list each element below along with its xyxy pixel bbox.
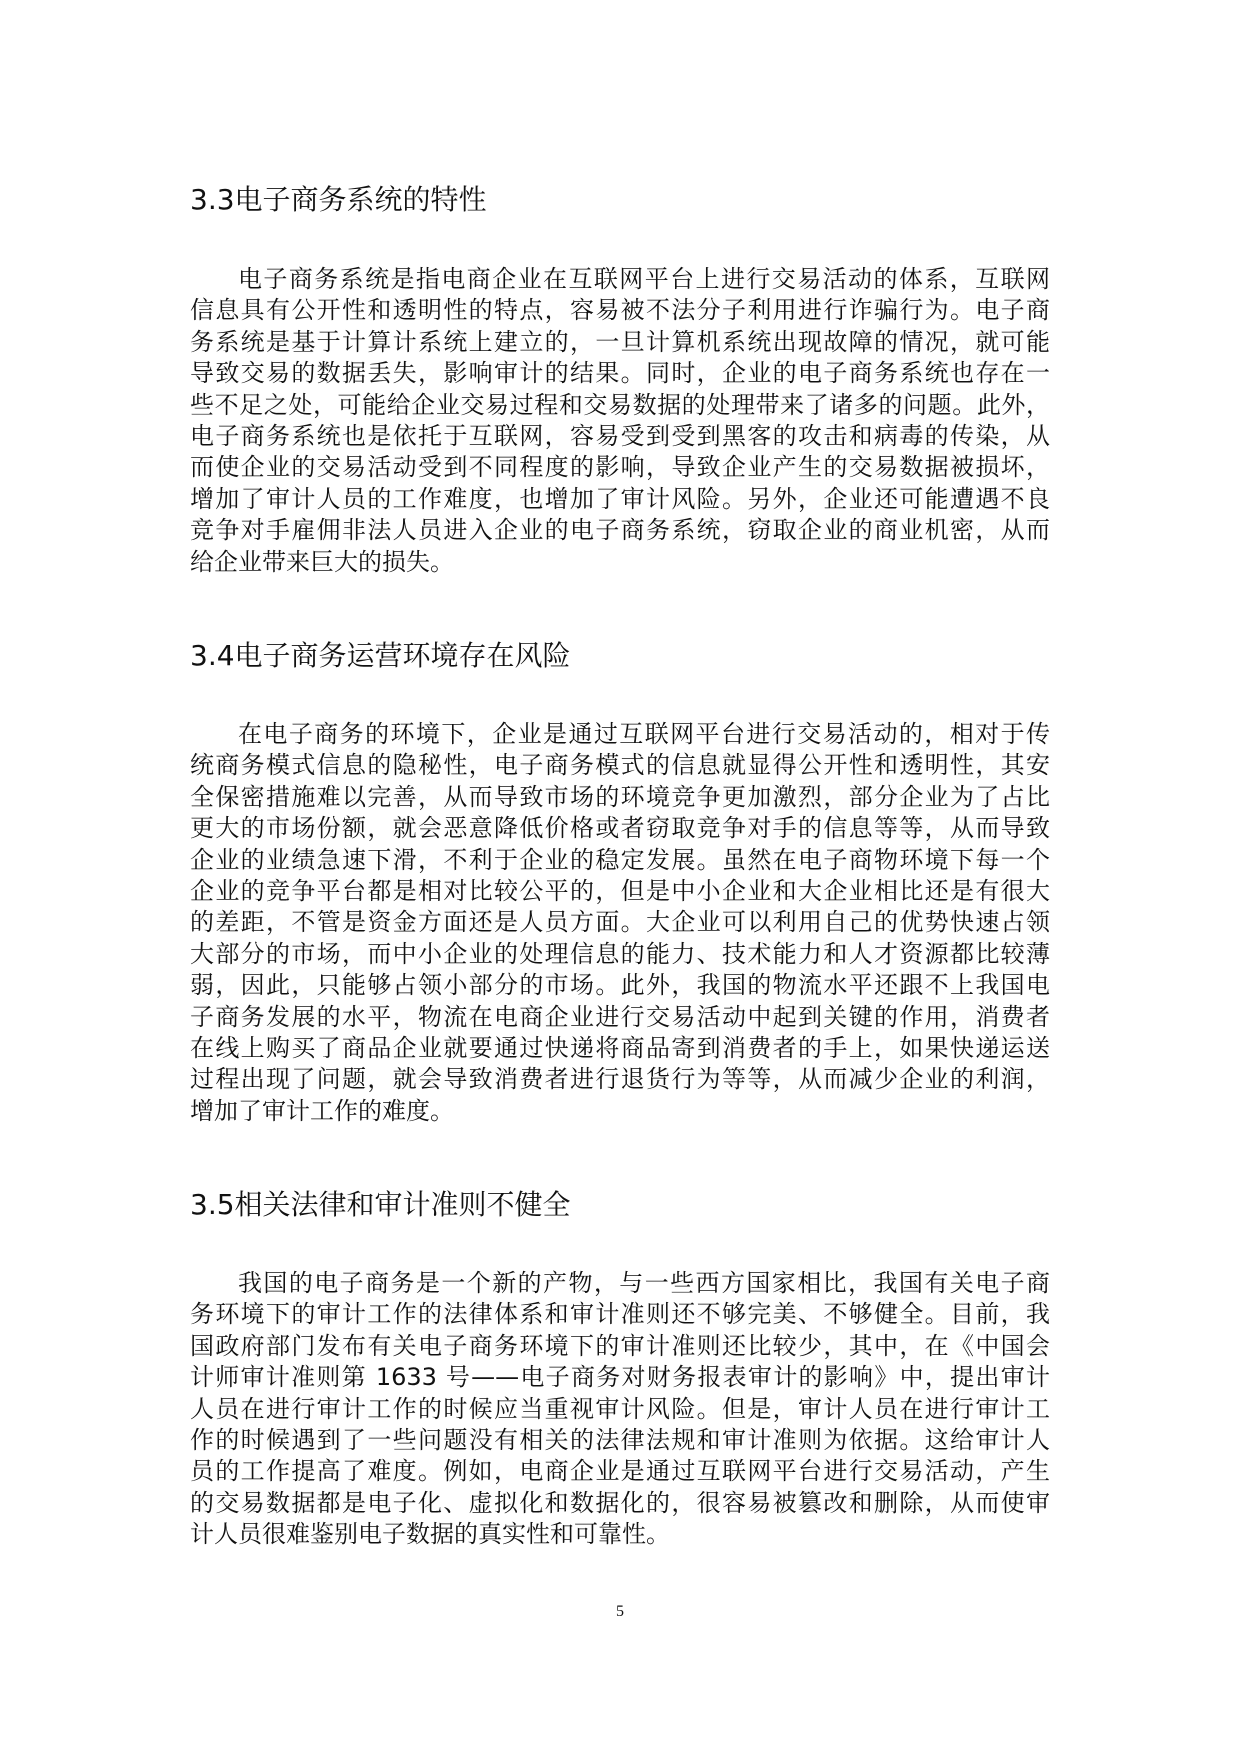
- section-heading-3-5: 3.5相关法律和审计准则不健全: [190, 1188, 571, 1221]
- paragraph-line: 务系统是基于计算计系统上建立的，一旦计算机系统出现故障的情况，就可能: [190, 327, 1050, 356]
- paragraph-line: 全保密措施难以完善，从而导致市场的环境竞争更加激烈，部分企业为了占比: [190, 782, 1050, 811]
- paragraph-line: 电子商务系统也是依托于互联网，容易受到受到黑客的攻击和病毒的传染，从: [190, 422, 1050, 451]
- paragraph-line: 竞争对手雇佣非法人员进入企业的电子商务系统，窃取企业的商业机密，从而: [190, 516, 1050, 545]
- paragraph-line: 在线上购买了商品企业就要通过快递将商品寄到消费者的手上，如果快递运送: [190, 1034, 1050, 1063]
- paragraph-line: 信息具有公开性和透明性的特点，容易被不法分子利用进行诈骗行为。电子商: [190, 296, 1050, 325]
- paragraph-line: 电子商务系统是指电商企业在互联网平台上进行交易活动的体系，互联网: [238, 265, 1050, 293]
- paragraph-line: 务环境下的审计工作的法律体系和审计准则还不够完美、不够健全。目前，我: [190, 1300, 1050, 1329]
- paragraph-line: 计师审计准则第 1633 号——电子商务对财务报表审计的影响》中，提出审计: [190, 1363, 1050, 1392]
- paragraph-line: 在电子商务的环境下，企业是通过互联网平台进行交易活动的，相对于传: [238, 720, 1050, 748]
- paragraph-line: 过程出现了问题，就会导致消费者进行退货行为等等，从而减少企业的利润，: [190, 1065, 1050, 1094]
- paragraph-line: 人员在进行审计工作的时候应当重视审计风险。但是，审计人员在进行审计工: [190, 1394, 1050, 1423]
- paragraph-line: 增加了审计人员的工作难度，也增加了审计风险。另外，企业还可能遭遇不良: [190, 484, 1050, 513]
- page-number: 5: [616, 1603, 624, 1620]
- paragraph-line: 统商务模式信息的隐秘性，电子商务模式的信息就显得公开性和透明性，其安: [190, 751, 1050, 780]
- section-3-5-paragraph: [190, 1268, 1050, 1551]
- paragraph-line: 作的时候遇到了一些问题没有相关的法律法规和审计准则为依据。这给审计人: [190, 1426, 1050, 1455]
- paragraph-line: 我国的电子商务是一个新的产物，与一些西方国家相比，我国有关电子商: [238, 1269, 1050, 1297]
- paragraph-line: 企业的竞争平台都是相对比较公平的，但是中小企业和大企业相比还是有很大: [190, 877, 1050, 906]
- paragraph-line: 国政府部门发布有关电子商务环境下的审计准则还比较少，其中，在《中国会: [190, 1331, 1050, 1360]
- paragraph-line: 大部分的市场，而中小企业的处理信息的能力、技术能力和人才资源都比较薄: [190, 939, 1050, 968]
- section-heading-3-4: 3.4电子商务运营环境存在风险: [190, 639, 571, 672]
- paragraph-line: 的交易数据都是电子化、虚拟化和数据化的，很容易被篡改和删除，从而使审: [190, 1488, 1050, 1517]
- paragraph-line: 子商务发展的水平，物流在电商企业进行交易活动中起到关键的作用，消费者: [190, 1002, 1050, 1031]
- paragraph-line: 而使企业的交易活动受到不同程度的影响，导致企业产生的交易数据被损坏，: [190, 453, 1050, 482]
- paragraph-line: 员的工作提高了难度。例如，电商企业是通过互联网平台进行交易活动，产生: [190, 1457, 1050, 1486]
- paragraph-line: 弱，因此，只能够占领小部分的市场。此外，我国的物流水平还跟不上我国电: [190, 971, 1050, 1000]
- paragraph-line: 的差距，不管是资金方面还是人员方面。大企业可以利用自己的优势快速占领: [190, 908, 1050, 937]
- paragraph-line: 更大的市场份额，就会恶意降低价格或者窃取竞争对手的信息等等，从而导致: [190, 814, 1050, 843]
- section-3-3-paragraph: [190, 264, 1050, 578]
- paragraph-line: 企业的业绩急速下滑，不利于企业的稳定发展。虽然在电子商物环境下每一个: [190, 845, 1050, 874]
- paragraph-line: 些不足之处，可能给企业交易过程和交易数据的处理带来了诸多的问题。此外，: [190, 390, 1050, 419]
- section-3-4-paragraph: [190, 719, 1050, 1127]
- paragraph-line: 计人员很难鉴别电子数据的真实性和可靠性。: [190, 1520, 670, 1549]
- paragraph-line: 导致交易的数据丢失，影响审计的结果。同时，企业的电子商务系统也存在一: [190, 359, 1050, 388]
- paragraph-line: 给企业带来巨大的损失。: [190, 547, 454, 576]
- paragraph-line: 增加了审计工作的难度。: [190, 1096, 454, 1125]
- section-heading-3-3: 3.3电子商务系统的特性: [190, 183, 487, 216]
